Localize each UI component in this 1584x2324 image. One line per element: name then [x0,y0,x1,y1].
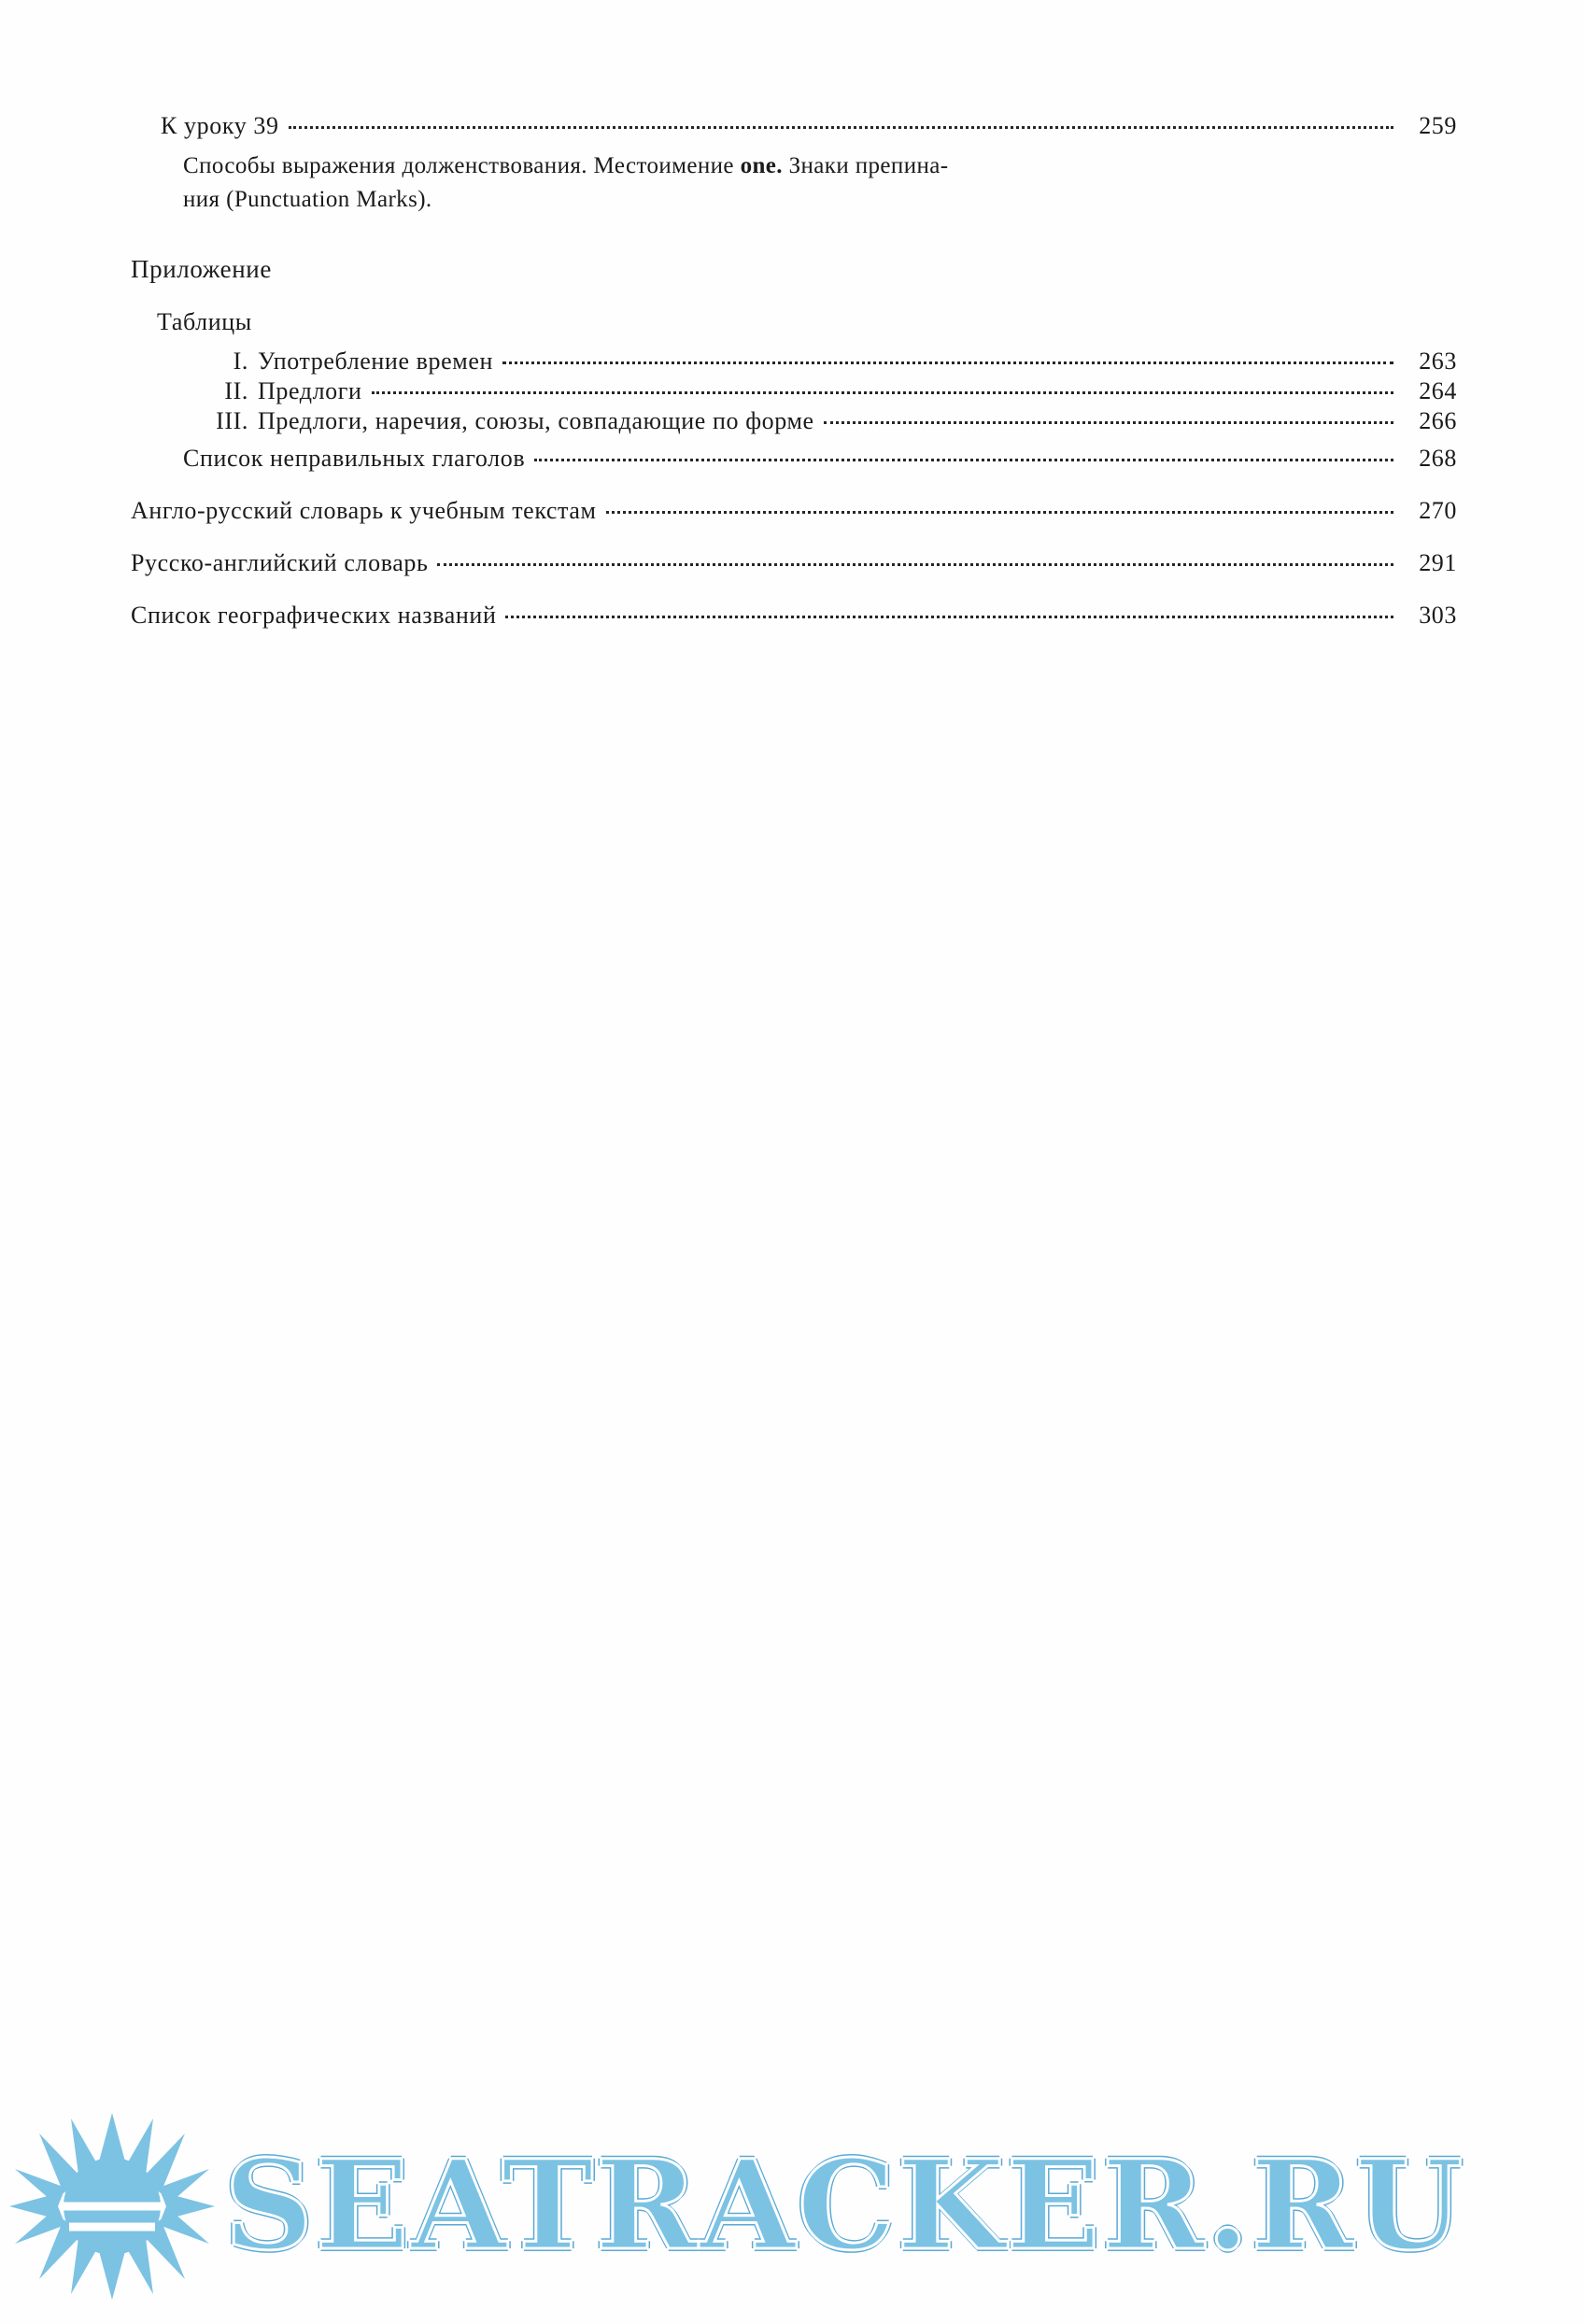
table-number: I. [233,347,248,375]
table-number: II. [224,376,248,404]
dot-leader [372,391,1393,394]
toc-entry-russian-english-dictionary[interactable] [131,549,1457,577]
dot-leader [606,511,1393,514]
table-of-contents [131,112,1457,654]
table-number: III. [216,406,248,434]
toc-entry-page: 266 [1419,406,1457,434]
toc-entry-geographic-names[interactable] [131,602,1457,630]
toc-entry-lesson-39[interactable] [161,112,1457,140]
dot-leader [824,421,1393,424]
toc-entry-label: Русско-английский словарь [131,548,429,576]
toc-entry-label: Предлоги, наречия, союзы, совпадающие по форме [258,406,814,434]
toc-entry-label: Список неправильных глаголов [183,444,526,472]
toc-entry-page: 268 [1419,444,1457,472]
toc-entry-table-3[interactable] [205,407,1457,435]
lesson-description-text-1: Способы выражения долженствования. Местоимение [183,153,741,178]
watermark-text: SEATRACKER.RU [224,2133,1465,2278]
dot-leader [502,361,1393,364]
toc-entry-label: Употребление времен [258,347,494,375]
dot-leader [289,126,1393,129]
toc-entry-label: Список географических названий [131,601,497,629]
dot-leader [437,563,1393,566]
lesson-description-line-2: ния (Punctuation Marks). [183,187,432,213]
toc-entry-table-1[interactable] [205,347,1457,376]
dot-leader [505,616,1393,618]
lesson-description-text-2: Знаки препина- [782,153,949,178]
dot-leader [534,459,1393,461]
watermark [9,2104,1578,2309]
toc-entry-page: 259 [1419,112,1457,139]
toc-entry-page: 291 [1419,548,1457,576]
lesson-description-bold: one. [740,153,783,178]
toc-entry-label: Предлоги [258,376,362,404]
lesson-description [183,149,1407,218]
toc-entry-page: 264 [1419,376,1457,404]
sun-icon [9,2113,215,2300]
toc-entry-table-2[interactable] [205,377,1457,405]
appendix-heading: Приложение [131,254,272,283]
toc-entry-page: 270 [1419,496,1457,524]
toc-entry-english-russian-dictionary[interactable] [131,497,1457,525]
toc-entry-label: Англо-русский словарь к учебным текстам [131,496,597,524]
toc-entry-irregular-verbs[interactable] [183,445,1457,473]
toc-entry-label: К уроку 39 [161,112,279,139]
toc-entry-page: 263 [1419,347,1457,375]
toc-entry-page: 303 [1419,601,1457,629]
tables-heading: Таблицы [157,307,252,335]
